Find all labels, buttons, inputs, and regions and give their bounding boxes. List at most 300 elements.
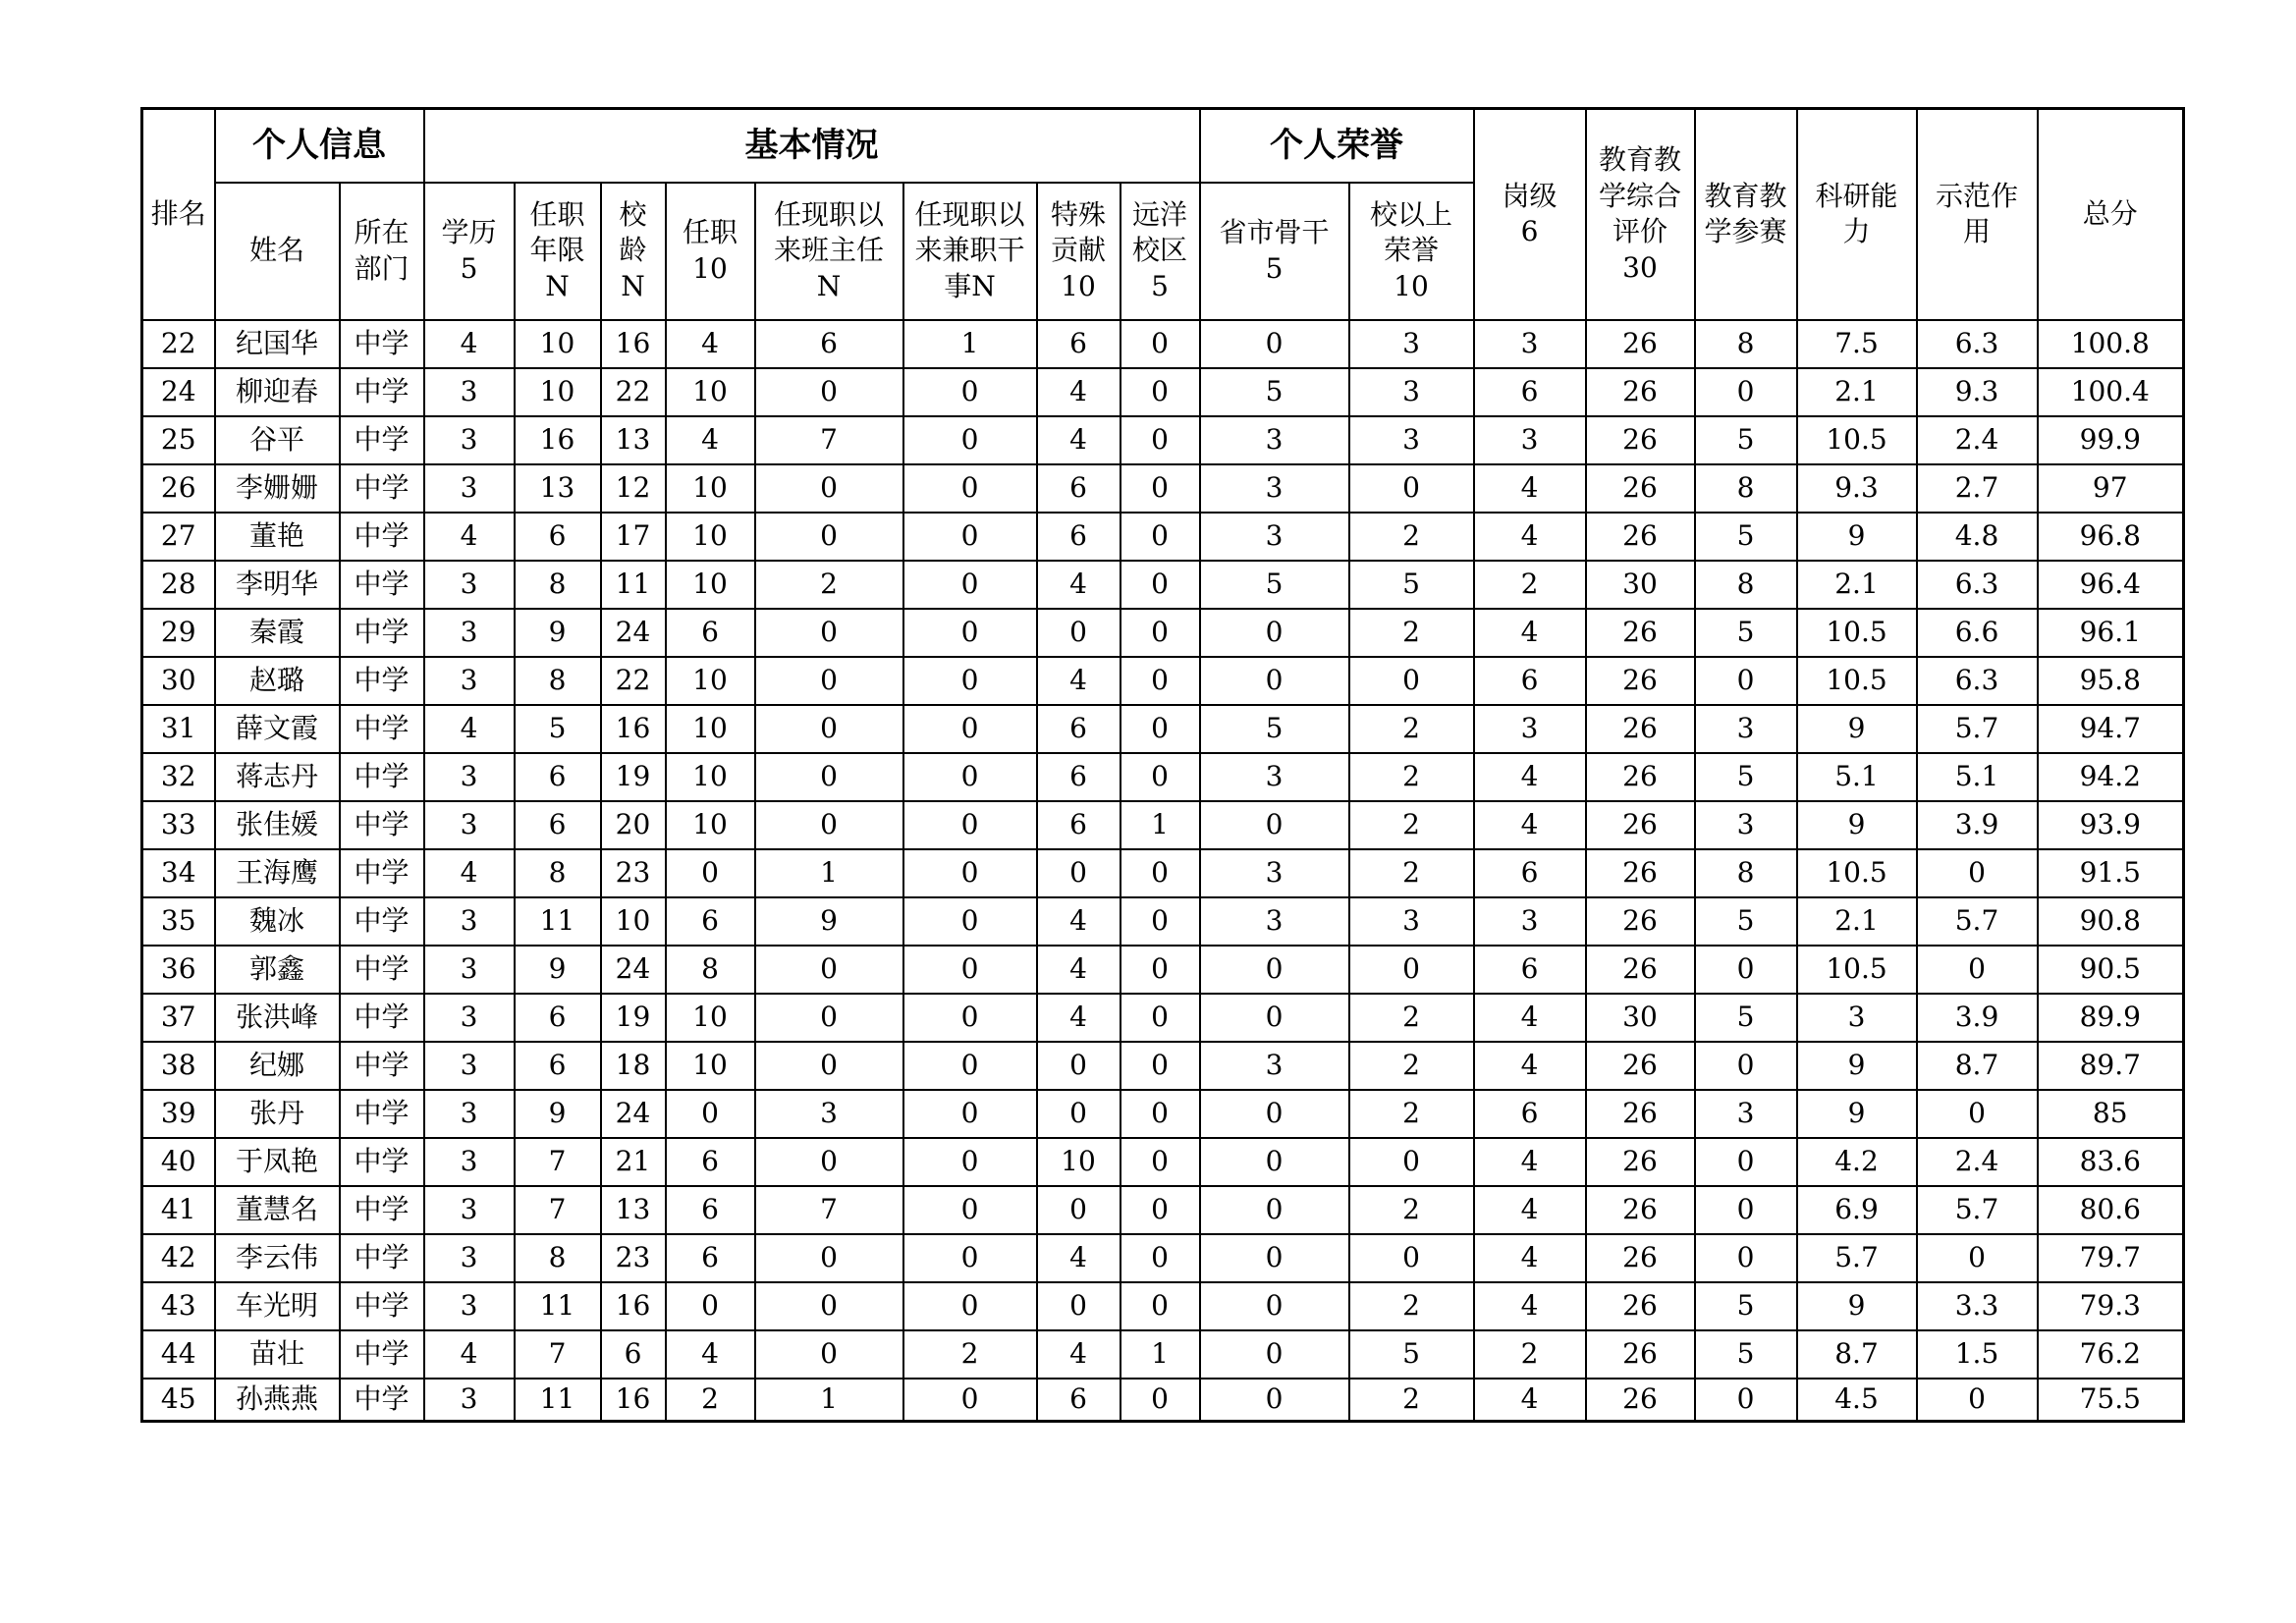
cell-school-age: 17 xyxy=(601,513,666,561)
cell-rank: 42 xyxy=(142,1234,215,1282)
cell-demo: 0 xyxy=(1917,849,2038,897)
cell-head-teacher: 0 xyxy=(755,513,903,561)
cell-name: 秦霞 xyxy=(215,609,340,657)
table-row xyxy=(142,1379,2184,1422)
cell-demo: 5.7 xyxy=(1917,1186,2038,1234)
cell-total: 100.4 xyxy=(2038,368,2184,416)
header-total: 总分 xyxy=(2038,109,2184,320)
table-row xyxy=(142,897,2184,946)
cell-head-teacher: 0 xyxy=(755,753,903,801)
header-demo: 示范作 用 xyxy=(1917,109,2038,320)
cell-total: 89.7 xyxy=(2038,1042,2184,1090)
cell-name: 谷平 xyxy=(215,416,340,464)
cell-research: 10.5 xyxy=(1797,946,1917,994)
cell-name: 赵璐 xyxy=(215,657,340,705)
cell-remote: 1 xyxy=(1121,1330,1200,1379)
cell-backbone: 0 xyxy=(1200,1379,1349,1422)
cell-school-honor: 3 xyxy=(1349,320,1474,368)
cell-rank: 27 xyxy=(142,513,215,561)
cell-school-honor: 2 xyxy=(1349,1379,1474,1422)
cell-backbone: 3 xyxy=(1200,849,1349,897)
cell-total: 79.7 xyxy=(2038,1234,2184,1282)
cell-school-age: 24 xyxy=(601,946,666,994)
cell-name: 孙燕燕 xyxy=(215,1379,340,1422)
cell-backbone: 0 xyxy=(1200,1138,1349,1186)
cell-eval: 26 xyxy=(1586,1042,1695,1090)
cell-name: 张洪峰 xyxy=(215,994,340,1042)
cell-school-honor: 0 xyxy=(1349,464,1474,513)
cell-position: 4 xyxy=(666,416,755,464)
cell-school-honor: 3 xyxy=(1349,416,1474,464)
cell-post-level: 6 xyxy=(1474,1090,1586,1138)
cell-research: 9 xyxy=(1797,1042,1917,1090)
cell-name: 于凤艳 xyxy=(215,1138,340,1186)
cell-post-level: 6 xyxy=(1474,657,1586,705)
cell-rank: 40 xyxy=(142,1138,215,1186)
cell-part-time: 0 xyxy=(903,1282,1037,1330)
cell-backbone: 0 xyxy=(1200,1330,1349,1379)
cell-contest: 5 xyxy=(1695,416,1797,464)
cell-remote: 1 xyxy=(1121,801,1200,849)
cell-part-time: 0 xyxy=(903,705,1037,753)
cell-contest: 5 xyxy=(1695,994,1797,1042)
cell-contest: 0 xyxy=(1695,1379,1797,1422)
cell-special: 6 xyxy=(1037,464,1121,513)
cell-special: 6 xyxy=(1037,320,1121,368)
header-special: 特殊 贡献 10 xyxy=(1037,183,1121,320)
cell-contest: 0 xyxy=(1695,1234,1797,1282)
cell-remote: 0 xyxy=(1121,1282,1200,1330)
cell-remote: 0 xyxy=(1121,1186,1200,1234)
cell-position: 8 xyxy=(666,946,755,994)
cell-tenure: 10 xyxy=(515,368,601,416)
cell-post-level: 4 xyxy=(1474,801,1586,849)
cell-remote: 0 xyxy=(1121,1234,1200,1282)
cell-school-honor: 2 xyxy=(1349,1042,1474,1090)
cell-demo: 6.3 xyxy=(1917,657,2038,705)
cell-edu: 3 xyxy=(424,609,515,657)
cell-eval: 26 xyxy=(1586,705,1695,753)
cell-tenure: 6 xyxy=(515,994,601,1042)
cell-school-age: 24 xyxy=(601,609,666,657)
cell-tenure: 7 xyxy=(515,1186,601,1234)
cell-position: 0 xyxy=(666,1090,755,1138)
cell-dept: 中学 xyxy=(340,1379,424,1422)
cell-total: 96.1 xyxy=(2038,609,2184,657)
cell-backbone: 0 xyxy=(1200,1090,1349,1138)
cell-position: 4 xyxy=(666,1330,755,1379)
cell-special: 4 xyxy=(1037,1234,1121,1282)
cell-demo: 6.3 xyxy=(1917,320,2038,368)
cell-school-honor: 2 xyxy=(1349,609,1474,657)
cell-name: 张丹 xyxy=(215,1090,340,1138)
cell-part-time: 0 xyxy=(903,1234,1037,1282)
cell-contest: 8 xyxy=(1695,561,1797,609)
cell-remote: 0 xyxy=(1121,946,1200,994)
cell-contest: 5 xyxy=(1695,513,1797,561)
cell-dept: 中学 xyxy=(340,705,424,753)
cell-special: 4 xyxy=(1037,561,1121,609)
cell-research: 9 xyxy=(1797,1090,1917,1138)
cell-position: 10 xyxy=(666,368,755,416)
cell-school-age: 16 xyxy=(601,705,666,753)
cell-position: 6 xyxy=(666,897,755,946)
cell-head-teacher: 0 xyxy=(755,801,903,849)
header-basic: 基本情况 xyxy=(424,109,1200,183)
header-research: 科研能 力 xyxy=(1797,109,1917,320)
cell-contest: 8 xyxy=(1695,849,1797,897)
cell-name: 李明华 xyxy=(215,561,340,609)
header-position: 任职 10 xyxy=(666,183,755,320)
cell-position: 6 xyxy=(666,1186,755,1234)
table-row xyxy=(142,561,2184,609)
cell-special: 6 xyxy=(1037,801,1121,849)
cell-eval: 26 xyxy=(1586,946,1695,994)
cell-eval: 26 xyxy=(1586,657,1695,705)
cell-head-teacher: 0 xyxy=(755,946,903,994)
cell-backbone: 5 xyxy=(1200,561,1349,609)
cell-tenure: 8 xyxy=(515,849,601,897)
cell-remote: 0 xyxy=(1121,320,1200,368)
cell-eval: 26 xyxy=(1586,753,1695,801)
header-backbone: 省市骨干 5 xyxy=(1200,183,1349,320)
cell-head-teacher: 9 xyxy=(755,897,903,946)
cell-remote: 0 xyxy=(1121,609,1200,657)
cell-demo: 0 xyxy=(1917,1090,2038,1138)
cell-backbone: 5 xyxy=(1200,705,1349,753)
cell-part-time: 2 xyxy=(903,1330,1037,1379)
cell-demo: 2.4 xyxy=(1917,1138,2038,1186)
cell-part-time: 0 xyxy=(903,753,1037,801)
cell-tenure: 11 xyxy=(515,1282,601,1330)
cell-rank: 41 xyxy=(142,1186,215,1234)
cell-edu: 3 xyxy=(424,416,515,464)
cell-research: 4.5 xyxy=(1797,1379,1917,1422)
cell-post-level: 6 xyxy=(1474,368,1586,416)
cell-research: 9 xyxy=(1797,801,1917,849)
cell-remote: 0 xyxy=(1121,513,1200,561)
cell-remote: 0 xyxy=(1121,753,1200,801)
cell-school-age: 12 xyxy=(601,464,666,513)
cell-special: 0 xyxy=(1037,1186,1121,1234)
table-row xyxy=(142,1186,2184,1234)
cell-research: 4.2 xyxy=(1797,1138,1917,1186)
cell-total: 95.8 xyxy=(2038,657,2184,705)
cell-school-age: 13 xyxy=(601,1186,666,1234)
cell-special: 0 xyxy=(1037,1042,1121,1090)
cell-part-time: 0 xyxy=(903,513,1037,561)
cell-total: 96.4 xyxy=(2038,561,2184,609)
cell-name: 王海鹰 xyxy=(215,849,340,897)
cell-eval: 26 xyxy=(1586,1138,1695,1186)
cell-position: 10 xyxy=(666,561,755,609)
cell-post-level: 2 xyxy=(1474,1330,1586,1379)
cell-dept: 中学 xyxy=(340,1042,424,1090)
cell-edu: 3 xyxy=(424,1234,515,1282)
cell-edu: 4 xyxy=(424,1330,515,1379)
cell-school-age: 6 xyxy=(601,1330,666,1379)
cell-special: 0 xyxy=(1037,1090,1121,1138)
cell-post-level: 6 xyxy=(1474,946,1586,994)
cell-position: 6 xyxy=(666,1234,755,1282)
cell-backbone: 3 xyxy=(1200,753,1349,801)
cell-backbone: 3 xyxy=(1200,897,1349,946)
table-row xyxy=(142,705,2184,753)
cell-head-teacher: 1 xyxy=(755,849,903,897)
cell-contest: 5 xyxy=(1695,897,1797,946)
cell-name: 车光明 xyxy=(215,1282,340,1330)
cell-dept: 中学 xyxy=(340,464,424,513)
cell-position: 10 xyxy=(666,801,755,849)
cell-post-level: 4 xyxy=(1474,1186,1586,1234)
cell-demo: 3.9 xyxy=(1917,994,2038,1042)
cell-total: 76.2 xyxy=(2038,1330,2184,1379)
cell-total: 79.3 xyxy=(2038,1282,2184,1330)
cell-edu: 3 xyxy=(424,1379,515,1422)
cell-edu: 3 xyxy=(424,1138,515,1186)
cell-research: 10.5 xyxy=(1797,416,1917,464)
cell-special: 6 xyxy=(1037,513,1121,561)
cell-tenure: 10 xyxy=(515,320,601,368)
cell-part-time: 0 xyxy=(903,1090,1037,1138)
cell-demo: 0 xyxy=(1917,1379,2038,1422)
table-row xyxy=(142,1138,2184,1186)
table-row xyxy=(142,368,2184,416)
cell-head-teacher: 0 xyxy=(755,1330,903,1379)
table-row xyxy=(142,994,2184,1042)
cell-research: 5.1 xyxy=(1797,753,1917,801)
cell-total: 83.6 xyxy=(2038,1138,2184,1186)
cell-eval: 26 xyxy=(1586,849,1695,897)
cell-part-time: 0 xyxy=(903,561,1037,609)
cell-part-time: 0 xyxy=(903,464,1037,513)
cell-demo: 8.7 xyxy=(1917,1042,2038,1090)
cell-name: 郭鑫 xyxy=(215,946,340,994)
cell-head-teacher: 0 xyxy=(755,994,903,1042)
cell-head-teacher: 0 xyxy=(755,368,903,416)
cell-name: 董艳 xyxy=(215,513,340,561)
cell-research: 5.7 xyxy=(1797,1234,1917,1282)
cell-school-honor: 2 xyxy=(1349,994,1474,1042)
cell-post-level: 4 xyxy=(1474,753,1586,801)
cell-part-time: 0 xyxy=(903,657,1037,705)
cell-rank: 44 xyxy=(142,1330,215,1379)
cell-contest: 0 xyxy=(1695,1138,1797,1186)
cell-tenure: 8 xyxy=(515,561,601,609)
cell-tenure: 6 xyxy=(515,753,601,801)
cell-total: 80.6 xyxy=(2038,1186,2184,1234)
cell-school-age: 21 xyxy=(601,1138,666,1186)
table-row xyxy=(142,416,2184,464)
cell-tenure: 5 xyxy=(515,705,601,753)
header-edu: 学历 5 xyxy=(424,183,515,320)
cell-school-honor: 5 xyxy=(1349,561,1474,609)
cell-special: 4 xyxy=(1037,897,1121,946)
cell-dept: 中学 xyxy=(340,1330,424,1379)
table-row xyxy=(142,513,2184,561)
cell-edu: 4 xyxy=(424,849,515,897)
cell-school-honor: 0 xyxy=(1349,657,1474,705)
cell-rank: 29 xyxy=(142,609,215,657)
cell-rank: 32 xyxy=(142,753,215,801)
cell-dept: 中学 xyxy=(340,994,424,1042)
cell-rank: 25 xyxy=(142,416,215,464)
cell-eval: 26 xyxy=(1586,320,1695,368)
cell-eval: 26 xyxy=(1586,368,1695,416)
cell-edu: 3 xyxy=(424,561,515,609)
cell-edu: 3 xyxy=(424,801,515,849)
table-row xyxy=(142,946,2184,994)
cell-research: 10.5 xyxy=(1797,657,1917,705)
cell-eval: 26 xyxy=(1586,1379,1695,1422)
cell-demo: 5.7 xyxy=(1917,897,2038,946)
cell-position: 0 xyxy=(666,849,755,897)
cell-eval: 26 xyxy=(1586,416,1695,464)
cell-part-time: 0 xyxy=(903,416,1037,464)
cell-head-teacher: 0 xyxy=(755,464,903,513)
cell-part-time: 0 xyxy=(903,849,1037,897)
cell-school-age: 16 xyxy=(601,1379,666,1422)
cell-name: 李姗姗 xyxy=(215,464,340,513)
table-row xyxy=(142,1234,2184,1282)
cell-school-age: 16 xyxy=(601,320,666,368)
cell-head-teacher: 6 xyxy=(755,320,903,368)
cell-edu: 4 xyxy=(424,320,515,368)
cell-special: 4 xyxy=(1037,946,1121,994)
cell-position: 10 xyxy=(666,464,755,513)
cell-backbone: 3 xyxy=(1200,1042,1349,1090)
header-eval: 教育教 学综合 评价 30 xyxy=(1586,109,1695,320)
cell-special: 10 xyxy=(1037,1138,1121,1186)
cell-demo: 0 xyxy=(1917,1234,2038,1282)
cell-head-teacher: 0 xyxy=(755,1042,903,1090)
cell-part-time: 0 xyxy=(903,1042,1037,1090)
cell-school-honor: 0 xyxy=(1349,1234,1474,1282)
cell-rank: 34 xyxy=(142,849,215,897)
cell-part-time: 0 xyxy=(903,1379,1037,1422)
cell-dept: 中学 xyxy=(340,1282,424,1330)
group-header-row xyxy=(142,109,2184,183)
cell-position: 4 xyxy=(666,320,755,368)
cell-school-honor: 0 xyxy=(1349,946,1474,994)
cell-backbone: 0 xyxy=(1200,1282,1349,1330)
cell-name: 苗壮 xyxy=(215,1330,340,1379)
cell-part-time: 0 xyxy=(903,1186,1037,1234)
cell-remote: 0 xyxy=(1121,897,1200,946)
cell-school-honor: 2 xyxy=(1349,1282,1474,1330)
cell-head-teacher: 7 xyxy=(755,1186,903,1234)
cell-tenure: 9 xyxy=(515,946,601,994)
cell-part-time: 0 xyxy=(903,1138,1037,1186)
cell-edu: 4 xyxy=(424,705,515,753)
cell-post-level: 6 xyxy=(1474,849,1586,897)
cell-eval: 26 xyxy=(1586,464,1695,513)
cell-dept: 中学 xyxy=(340,416,424,464)
cell-special: 4 xyxy=(1037,368,1121,416)
cell-school-age: 20 xyxy=(601,801,666,849)
cell-tenure: 13 xyxy=(515,464,601,513)
cell-edu: 3 xyxy=(424,753,515,801)
cell-position: 6 xyxy=(666,1138,755,1186)
cell-remote: 0 xyxy=(1121,657,1200,705)
cell-backbone: 3 xyxy=(1200,513,1349,561)
cell-post-level: 4 xyxy=(1474,1379,1586,1422)
cell-dept: 中学 xyxy=(340,1234,424,1282)
cell-rank: 22 xyxy=(142,320,215,368)
cell-name: 魏冰 xyxy=(215,897,340,946)
cell-backbone: 5 xyxy=(1200,368,1349,416)
cell-eval: 30 xyxy=(1586,994,1695,1042)
cell-special: 4 xyxy=(1037,994,1121,1042)
cell-rank: 33 xyxy=(142,801,215,849)
cell-demo: 2.4 xyxy=(1917,416,2038,464)
cell-rank: 24 xyxy=(142,368,215,416)
cell-backbone: 0 xyxy=(1200,657,1349,705)
cell-rank: 45 xyxy=(142,1379,215,1422)
header-rank: 排名 xyxy=(142,109,215,320)
cell-school-age: 19 xyxy=(601,994,666,1042)
cell-head-teacher: 0 xyxy=(755,1234,903,1282)
cell-name: 蒋志丹 xyxy=(215,753,340,801)
cell-backbone: 0 xyxy=(1200,320,1349,368)
cell-head-teacher: 7 xyxy=(755,416,903,464)
cell-special: 0 xyxy=(1037,849,1121,897)
cell-name: 柳迎春 xyxy=(215,368,340,416)
cell-dept: 中学 xyxy=(340,657,424,705)
cell-head-teacher: 0 xyxy=(755,657,903,705)
cell-part-time: 0 xyxy=(903,897,1037,946)
cell-research: 2.1 xyxy=(1797,561,1917,609)
cell-total: 94.2 xyxy=(2038,753,2184,801)
cell-demo: 5.1 xyxy=(1917,753,2038,801)
cell-dept: 中学 xyxy=(340,849,424,897)
cell-dept: 中学 xyxy=(340,801,424,849)
cell-post-level: 4 xyxy=(1474,1138,1586,1186)
cell-edu: 3 xyxy=(424,1042,515,1090)
cell-backbone: 0 xyxy=(1200,1186,1349,1234)
cell-contest: 3 xyxy=(1695,1090,1797,1138)
cell-school-age: 18 xyxy=(601,1042,666,1090)
cell-special: 4 xyxy=(1037,657,1121,705)
cell-school-honor: 2 xyxy=(1349,1186,1474,1234)
cell-total: 100.8 xyxy=(2038,320,2184,368)
cell-remote: 0 xyxy=(1121,994,1200,1042)
cell-eval: 26 xyxy=(1586,1330,1695,1379)
header-school-honor: 校以上 荣誉 10 xyxy=(1349,183,1474,320)
cell-tenure: 6 xyxy=(515,1042,601,1090)
cell-research: 9 xyxy=(1797,1282,1917,1330)
cell-special: 0 xyxy=(1037,609,1121,657)
header-head-teacher: 任现职以 来班主任 N xyxy=(755,183,903,320)
cell-contest: 0 xyxy=(1695,1042,1797,1090)
cell-eval: 26 xyxy=(1586,801,1695,849)
cell-demo: 3.9 xyxy=(1917,801,2038,849)
cell-contest: 5 xyxy=(1695,1282,1797,1330)
cell-contest: 8 xyxy=(1695,320,1797,368)
cell-total: 85 xyxy=(2038,1090,2184,1138)
cell-rank: 30 xyxy=(142,657,215,705)
cell-name: 纪国华 xyxy=(215,320,340,368)
cell-eval: 26 xyxy=(1586,1090,1695,1138)
cell-tenure: 8 xyxy=(515,657,601,705)
cell-eval: 26 xyxy=(1586,609,1695,657)
cell-head-teacher: 0 xyxy=(755,1282,903,1330)
cell-post-level: 3 xyxy=(1474,416,1586,464)
cell-contest: 3 xyxy=(1695,801,1797,849)
cell-rank: 35 xyxy=(142,897,215,946)
cell-position: 10 xyxy=(666,657,755,705)
cell-dept: 中学 xyxy=(340,897,424,946)
